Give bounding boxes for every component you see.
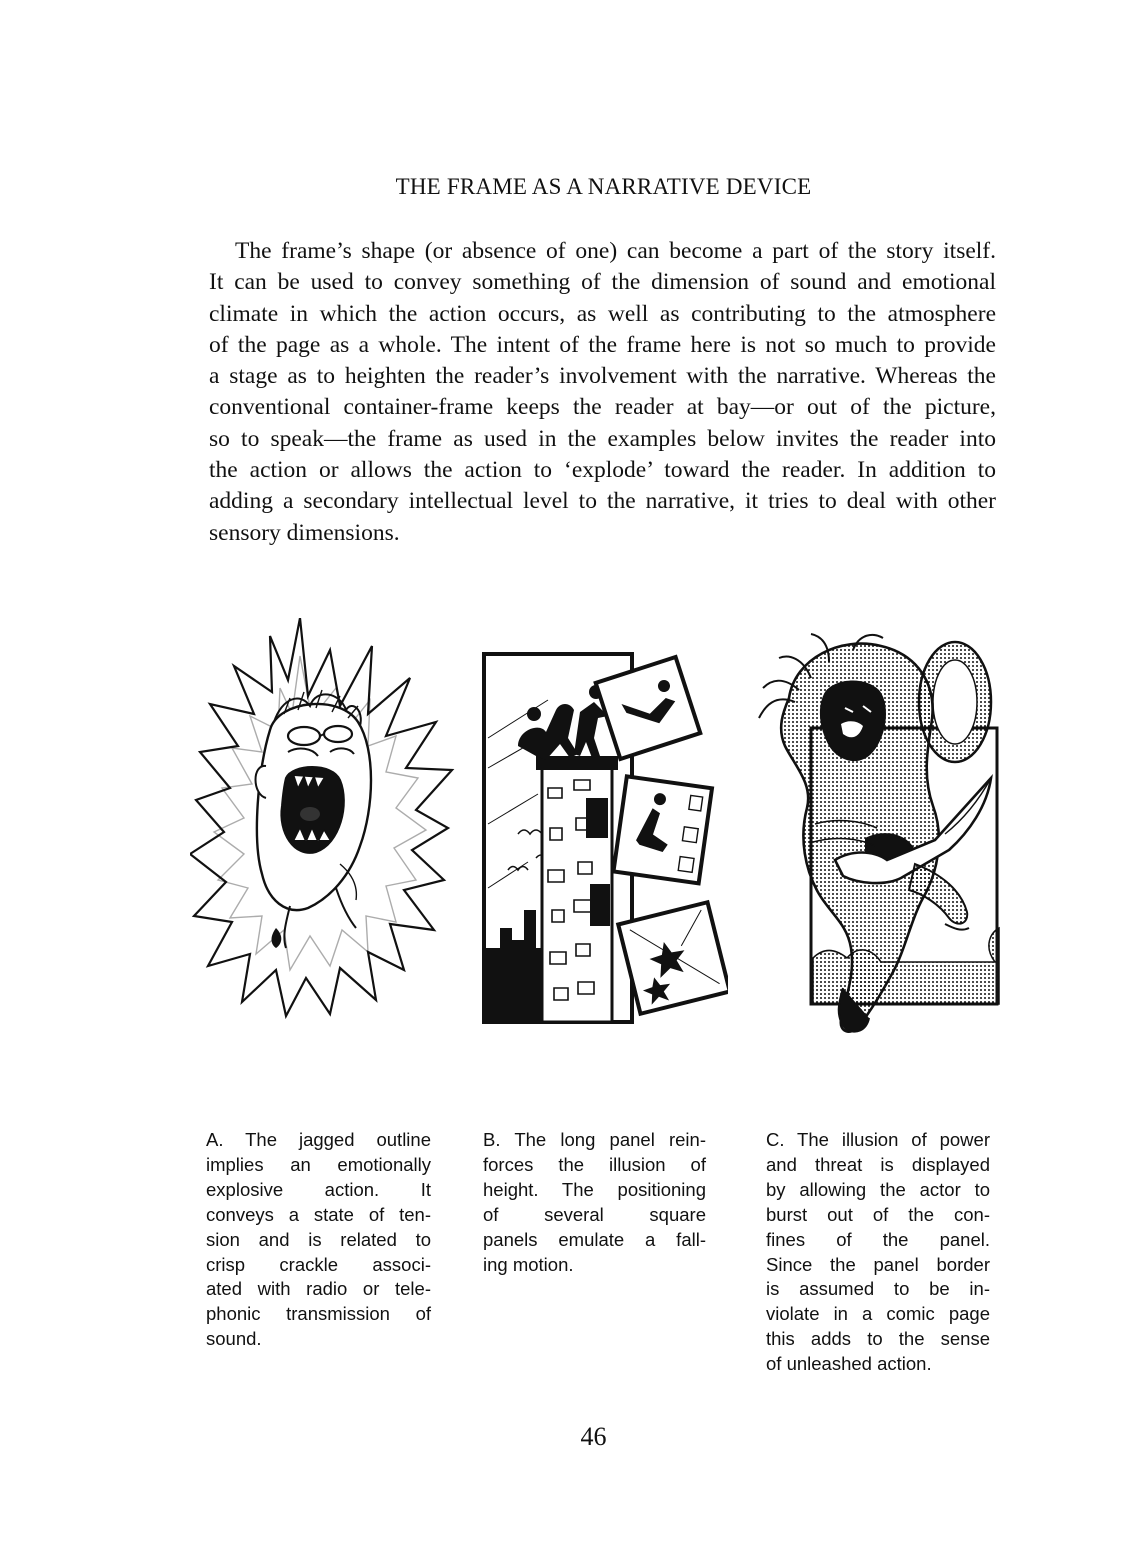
caption-line: ated with radio or tele- xyxy=(206,1278,431,1300)
caption-line: height. The positioning xyxy=(483,1178,706,1200)
body-line: so to speak—the frame as used in the examples below invites the reader into xyxy=(209,425,996,452)
caption-line: phonic transmission of xyxy=(206,1303,431,1325)
caption-line: is assumed to be in- xyxy=(766,1278,990,1300)
body-line: of the page as a whole. The intent of the frame here is not so much to provide xyxy=(209,331,996,358)
body-line: The frame’s shape (or absence of one) can become a part of the story itself. xyxy=(235,238,996,264)
caption-line: conveys a state of ten- xyxy=(206,1203,431,1225)
caption-line: sound. xyxy=(206,1328,262,1350)
caption-line: C. The illusion of power xyxy=(766,1129,990,1150)
tall-panel-drawing xyxy=(478,648,728,1028)
figure-a-jagged-burst-illustration xyxy=(190,618,455,1028)
caption-line: sion and is related to xyxy=(206,1228,431,1250)
caption-line: violate in a comic page xyxy=(766,1303,990,1325)
caption-line: ing motion. xyxy=(483,1253,574,1275)
figure-b-tall-panel-illustration xyxy=(478,648,728,1028)
body-line: conventional container-frame keeps the reader at bay—or out of the picture, xyxy=(209,394,996,421)
caption-line: implies an emotionally xyxy=(206,1153,431,1175)
body-line: a stage as to heighten the reader’s involvement with the narrative. Whereas the xyxy=(209,363,996,390)
caption-c xyxy=(766,1128,990,1377)
caption-line: forces the illusion of xyxy=(483,1153,706,1175)
caption-line: B. The long panel rein- xyxy=(483,1129,706,1150)
body-line: sensory dimensions. xyxy=(209,519,400,546)
body-line: the action or allows the action to ‘explode’ toward the reader. In addition to xyxy=(209,457,996,484)
page-title: THE FRAME AS A NARRATIVE DEVICE xyxy=(395,174,812,199)
body-line: climate in which the action occurs, as well as contributing to the atmosphere xyxy=(209,300,996,327)
caption-line: and threat is displayed xyxy=(766,1153,990,1175)
body-line: It can be used to convey something of the dimension of sound and emotional xyxy=(209,269,996,296)
figure-c-breaking-panel-illustration xyxy=(755,628,1005,1040)
body-paragraph xyxy=(209,236,996,549)
caption-line: by allowing the actor to xyxy=(766,1178,990,1200)
caption-line: Since the panel border xyxy=(766,1253,990,1275)
caption-line: this adds to the sense xyxy=(766,1328,990,1350)
caption-line: of unleashed action. xyxy=(766,1353,932,1375)
jagged-burst-drawing xyxy=(190,618,455,1028)
caption-line: A. The jagged outline xyxy=(206,1129,431,1150)
breaking-panel-drawing xyxy=(755,628,1005,1040)
caption-line: of several square xyxy=(483,1203,706,1225)
page-number: 46 xyxy=(580,1422,607,1451)
caption-line: panels emulate a fall- xyxy=(483,1228,706,1250)
caption-line: burst out of the con- xyxy=(766,1203,990,1225)
caption-line: explosive action. It xyxy=(206,1178,431,1200)
caption-line: crisp crackle associ- xyxy=(206,1253,431,1275)
caption-a xyxy=(206,1128,431,1352)
caption-line: fines of the panel. xyxy=(766,1228,990,1250)
body-line: adding a secondary intellectual level to the narrative, it tries to deal with other xyxy=(209,488,996,515)
caption-b xyxy=(483,1128,706,1277)
